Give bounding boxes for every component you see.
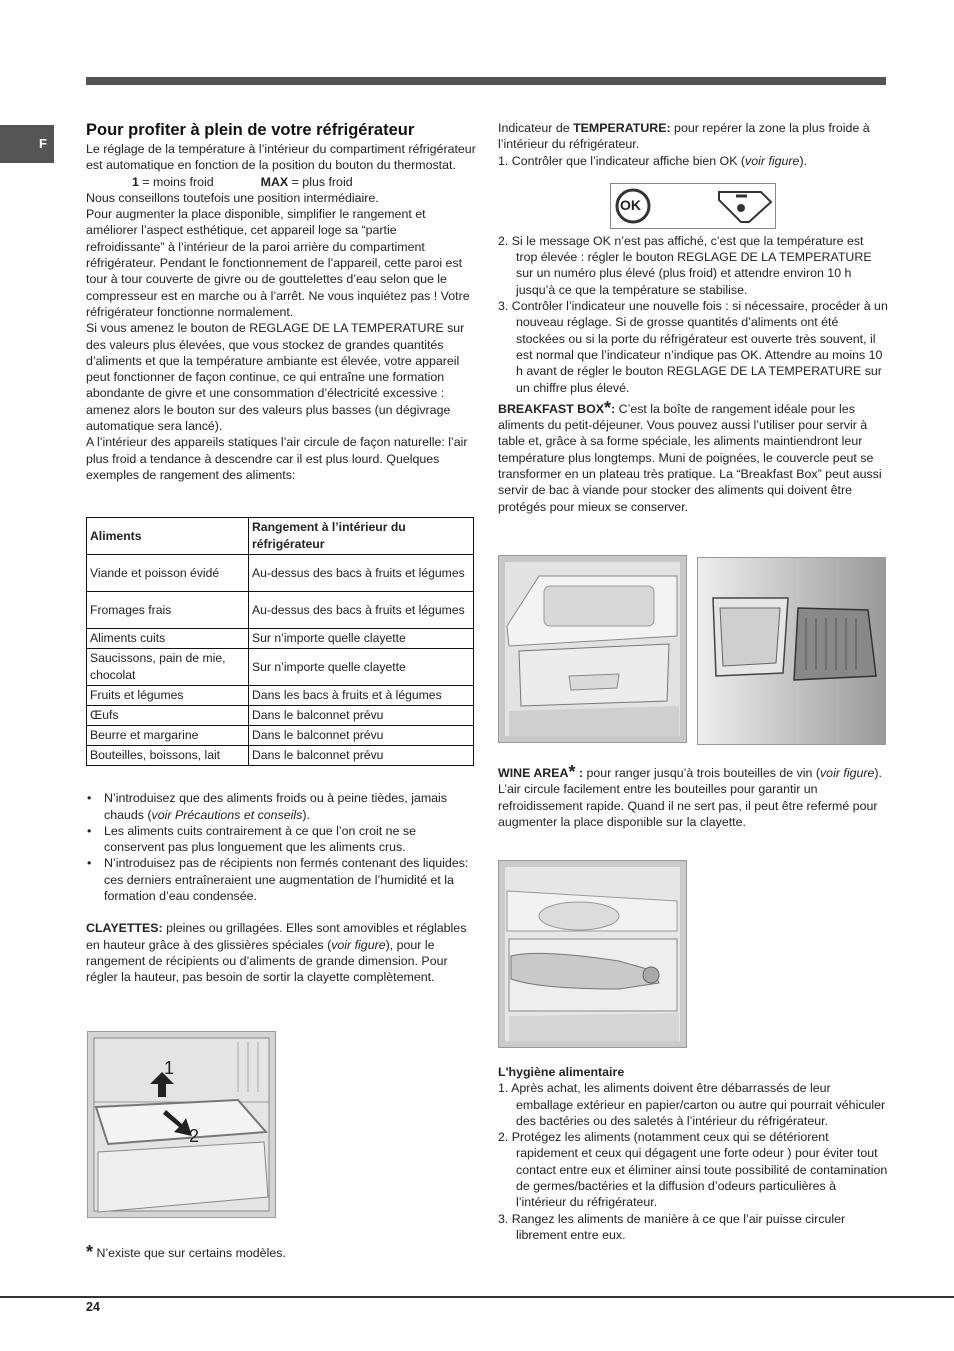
space-text: Pour augmenter la place disponible, simplifier le rangement et améliorer l’aspect esthétique, cet appareil loge sa “partie refroidissante” à l’intérieur de la paroi arrière du compartiment réfrigérateur. Pendant le fonctionnement de l’appareil, cette paroi est tour à tour couverte de givre ou de gouttelettes d’eau selon que le compresseur est en marche ou à l’arrêt. Ne vous inquiétez pas ! Votre réfrigérateur fonctionne normalement. bbox=[86, 207, 470, 319]
right-column bbox=[498, 120, 888, 515]
temperature-steps bbox=[498, 233, 888, 396]
table-row: Fromages frais Au-dessus des bacs à fruits et légumes bbox=[87, 592, 474, 629]
temperature-indicator bbox=[610, 183, 776, 229]
advice-text: Nous conseillons toutefois une position intermédiaire. bbox=[86, 190, 379, 205]
storage-table bbox=[86, 517, 474, 766]
tips-list bbox=[86, 790, 476, 904]
list-item: 3. Contrôler l’indicateur une nouvelle fois : si nécessaire, procéder à un nouveau réglage. Si de grosse quantités d’aliments ont été stockées ou si la porte du réfrigérateur est ouverte très souvent, il est normal que l’indicateur n’indique pas OK. Attendre au moins 10 h avant de régler le bouton REGLAGE DE LA TEMPERATURE sur un chiffre plus élevé. bbox=[498, 299, 888, 395]
page-number: 24 bbox=[86, 1300, 100, 1314]
footnote: * N’existe que sur certains modèles. bbox=[86, 1242, 286, 1262]
static-text: A l’intérieur des appareils statiques l’air circule de façon naturelle: l’air plus froid a tendance à descendre car il est plus lourd. Quelques exemples de rangement des aliments: bbox=[86, 435, 468, 482]
left-column bbox=[86, 120, 476, 986]
language-tab: F bbox=[0, 125, 54, 163]
table-row: Viande et poisson évidé Au-dessus des bacs à fruits et légumes bbox=[87, 555, 474, 592]
breakfast-box-tray-illustration bbox=[698, 558, 885, 744]
top-rule bbox=[86, 77, 886, 85]
table-row: Fruits et légumes Dans les bacs à fruits et à légumes bbox=[87, 686, 474, 706]
wine-area-figure bbox=[498, 860, 687, 1048]
table-row: Aliments cuits Sur n’importe quelle clayette bbox=[87, 629, 474, 649]
table-row: Beurre et margarine Dans le balconnet prévu bbox=[87, 726, 474, 746]
hygiene-list bbox=[498, 1080, 888, 1243]
clayettes-text: CLAYETTES: pleines ou grillagées. Elles sont amovibles et réglables en hauteur grâce à des glissières spéciales (voir figure), pour le rangement de récipients ou d’aliments de grande dimension. Pour régler la hauteur, pas besoin de sortir la clayette complètement. bbox=[86, 921, 467, 985]
list-item: • N’introduisez pas de récipients non fermés contenant des liquides: ces derniers entraîneraient une augmentation de l’humidité et la formation d’eau condensée. bbox=[86, 855, 476, 904]
list-item: 1. Après achat, les aliments doivent être débarrassés de leur emballage extérieur en papier/carton ou autre qui pourrait véhiculer des bactéries ou des saletés à l’intérieur du réfrigérateur. bbox=[498, 1081, 886, 1128]
breakfast-box-fridge-illustration bbox=[499, 556, 686, 742]
knob-text: Si vous amenez le bouton de REGLAGE DE LA TEMPERATURE sur des valeurs plus élevées, que vous stockez de grandes quantités d’aliments et que la température ambiante est élevée, votre appareil peut fonctionner de façon continue, ce qui entraîne une formation abondante de givre et une consommation d’électricité excessive : amenez alors le bouton sur des valeurs plus basses (un dégivrage automatique sera lancé). bbox=[86, 321, 465, 434]
thermostat-scale: 1 = moins froid MAX = plus froid bbox=[132, 174, 353, 189]
list-item: • N’introduisez que des aliments froids ou à peine tièdes, jamais chauds (voir Précautions et conseils). bbox=[86, 790, 476, 823]
list-item: 2. Si le message OK n’est pas affiché, c’est que la température est trop élevée : régler le bouton REGLAGE DE LA TEMPERATURE sur un numéro plus élevé (plus froid) et attendre environ 10 h jusqu’à ce que la température se stabilise. bbox=[498, 233, 872, 297]
breakfast-box-figure-fridge bbox=[498, 555, 687, 743]
arrow-1-label: 1 bbox=[164, 1058, 175, 1078]
hygiene-title: L'hygiène alimentaire bbox=[498, 1065, 625, 1079]
intro-text: Le réglage de la température à l’intérieur du compartiment réfrigérateur est automatique en fonction de la position du bouton du thermostat. bbox=[86, 142, 476, 173]
wine-area-text: WINE AREA* : pour ranger jusqu’à trois bouteilles de vin (voir figure). L’air circule facilement entre les bouteilles pour garantir un refroidissement rapide. Quand il ne sert pas, il peut être refermé pour augmenter la place disponible sur la clayette. bbox=[498, 762, 882, 829]
table-row: Saucissons, pain de mie, chocolat Sur n’importe quelle clayette bbox=[87, 649, 474, 686]
arrow-2-label: 2 bbox=[189, 1126, 200, 1146]
shelf-figure bbox=[87, 1031, 276, 1218]
list-item: • Les aliments cuits contrairement à ce que l’on croit ne se conservent pas plus longuement que les aliments crus. bbox=[86, 823, 476, 856]
wine-area-illustration bbox=[499, 861, 686, 1047]
hygiene-section bbox=[498, 1064, 888, 1243]
breakfast-box-figure-tray bbox=[697, 557, 886, 745]
page-title: Pour profiter à plein de votre réfrigérateur bbox=[86, 121, 415, 139]
temperature-step-1: 1. Contrôler que l’indicateur affiche bien OK (voir figure). bbox=[498, 153, 808, 168]
breakfast-box-text: BREAKFAST BOX*: C’est la boîte de rangement idéale pour les aliments du petit-déjeuner. Vous pouvez aussi l’utiliser pour servir à table et, grâce à sa forme spéciale, les aliments maintiendront leur température plus longtemps. Muni de poignées, le couvercle peut se transformer en un plateau très pratique. La “Breakfast Box” peut aussi servir de bac à viande pour stocker des aliments qui doivent être protégés pour mieux se conserver. bbox=[498, 397, 882, 514]
list-item: 3. Rangez les aliments de manière à ce que l’air puisse circuler librement entre eux. bbox=[498, 1211, 846, 1242]
table-row: Bouteilles, boissons, lait Dans le balconnet prévu bbox=[87, 746, 474, 766]
table-header-row: Aliments Rangement à l’intérieur du réfrigérateur bbox=[87, 518, 474, 555]
shelf-illustration bbox=[88, 1032, 275, 1217]
temperature-text: Indicateur de TEMPERATURE: pour repérer la zone la plus froide à l’intérieur du réfrigérateur. bbox=[498, 121, 870, 152]
table-row: Œufs Dans le balconnet prévu bbox=[87, 706, 474, 726]
ok-label: OK bbox=[620, 197, 641, 213]
bottom-rule bbox=[0, 1296, 954, 1298]
list-item: 2. Protégez les aliments (notamment ceux qui se détériorent rapidement et ceux qui dégagent une forte odeur ) pour éviter tout contact entre eux et éliminer ainsi toute possibilité de contamination de germes/bactéries et la diffusion d’odeurs particulières à l’intérieur du réfrigérateur. bbox=[498, 1130, 888, 1210]
